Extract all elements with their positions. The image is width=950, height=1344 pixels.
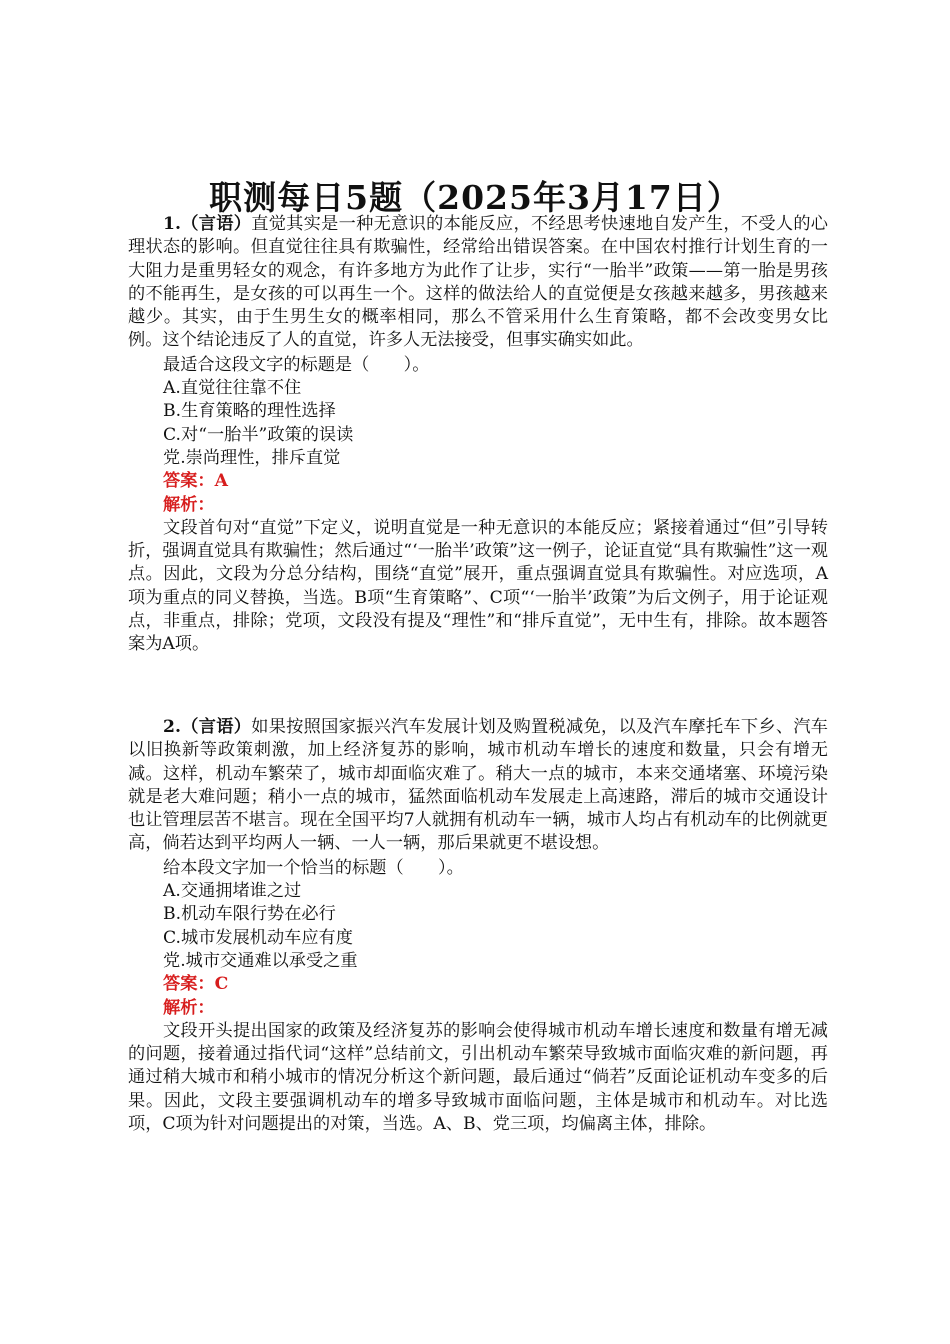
- question-1-analysis-label: 解析：: [163, 494, 215, 515]
- question-1-option-c: C.对“一胎半”政策的误读: [163, 424, 354, 445]
- question-1: [128, 213, 828, 657]
- question-1-passage: 1.（言语）直觉其实是一种无意识的本能反应，不经思考快速地自发产生，不受人的心理状态的影响。但直觉往往具有欺骗性，经常给出错误答案。在中国农村推行计划生育的一大阻力是重男轻女的观念，有许多地方为此作了让步，实行“一胎半”政策——第一胎是男孩的不能再生，是女孩的可以再生一个。这样的做法给人的直觉便是女孩越来越多，男孩越来越少。其实，由于生男生女的概率相同，那么不管采用什么生育策略，都不会改变男女比例。这个结论违反了人的直觉，许多人无法接受，但事实确实如此。: [128, 214, 828, 351]
- question-1-number: 1.（言语）: [163, 214, 252, 234]
- question-2: [128, 716, 828, 1136]
- question-2-analysis-label: 解析：: [163, 997, 215, 1018]
- question-1-answer: 答案：A: [163, 471, 228, 492]
- question-2-option-a: A.交通拥堵谁之过: [163, 881, 302, 902]
- question-1-option-a: A.直觉往往靠不住: [163, 378, 302, 399]
- page-title: 职测每日5题（2025年3月17日）: [209, 178, 741, 217]
- question-2-analysis: 文段开头提出国家的政策及经济复苏的影响会使得城市机动车增长速度和数量有增无减的问题，接着通过指代词“这样”总结前文，引出机动车繁荣导致城市面临灾难的新问题，再通过稍大城市和稍小城市的情况分析这个新问题，最后通过“倘若”反面论证机动车变多的后果。因此，文段主要强调机动车的增多导致城市面临问题，主体是城市和机动车。对比选项，C项为针对问题提出的对策，当选。A、B、党三项，均偏离主体，排除。: [128, 1020, 828, 1135]
- question-1-option-b: B.生育策略的理性选择: [163, 401, 336, 422]
- question-2-passage: 2.（言语）如果按照国家振兴汽车发展计划及购置税减免，以及汽车摩托车下乡、汽车以旧换新等政策刺激，加上经济复苏的影响，城市机动车增长的速度和数量，只会有增无减。这样，机动车繁荣了，城市却面临灾难了。稍大一点的城市，本来交通堵塞、环境污染就是老大难问题；稍小一点的城市，猛然面临机动车发展走上高速路，滞后的城市交通设计也让管理层苦不堪言。现在全国平均7人就拥有机动车一辆，城市人均占有机动车的比例就更高，倘若达到平均两人一辆、一人一辆，那后果就更不堪设想。: [128, 717, 828, 854]
- question-1-analysis: 文段首句对“直觉”下定义，说明直觉是一种无意识的本能反应；紧接着通过“但”引导转折，强调直觉具有欺骗性；然后通过“‘一胎半’政策”这一例子，论证直觉“具有欺骗性”这一观点。因此，文段为分总分结构，围绕“直觉”展开，重点强调直觉具有欺骗性。对应选项，A项为重点的同义替换，当选。B项“生育策略”、C项“‘一胎半’政策”为后文例子，用于论证观点，非重点，排除；党项，文段没有提及“理性”和“排斥直觉”，无中生有，排除。故本题答案为A项。: [128, 517, 828, 655]
- question-1-prompt: 最适合这段文字的标题是（ ）。: [163, 354, 430, 375]
- question-2-option-d: 党.城市交通难以承受之重: [163, 950, 358, 971]
- question-2-answer: 答案：C: [163, 974, 229, 995]
- question-1-option-d: 党.崇尚理性，排斥直觉: [163, 447, 341, 468]
- question-2-option-b: B.机动车限行势在必行: [163, 904, 336, 925]
- question-2-prompt: 给本段文字加一个恰当的标题（ ）。: [163, 857, 464, 878]
- question-2-number: 2.（言语）: [163, 717, 252, 737]
- question-2-option-c: C.城市发展机动车应有度: [163, 927, 353, 948]
